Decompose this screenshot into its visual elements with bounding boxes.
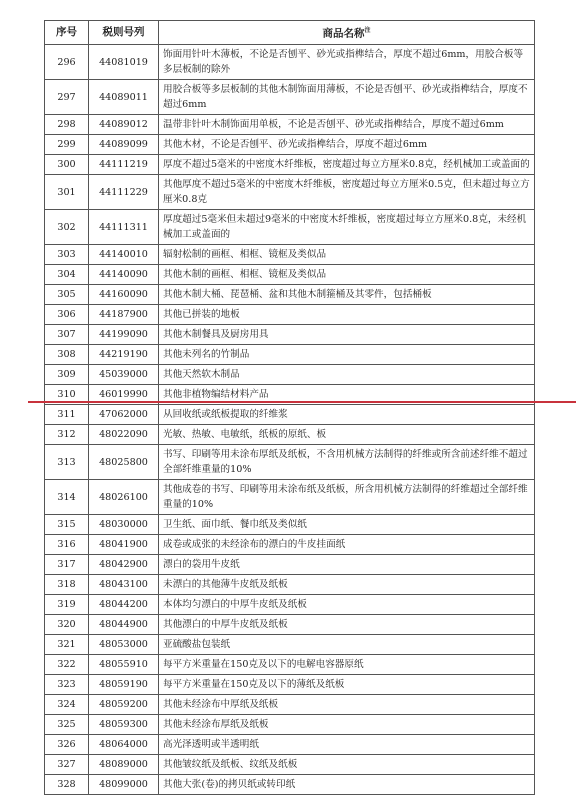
table-row — [45, 715, 535, 735]
cell-index: 328 — [45, 775, 89, 795]
cell-description: 亚硫酸盐包装纸 — [159, 635, 535, 655]
cell-description: 其他未经涂布厚纸及纸板 — [159, 715, 535, 735]
table-row — [45, 695, 535, 715]
cell-code: 48044900 — [89, 615, 159, 635]
cell-description: 其他未列名的竹制品 — [159, 345, 535, 365]
cell-code: 44219190 — [89, 345, 159, 365]
table-row — [45, 245, 535, 265]
cell-index: 322 — [45, 655, 89, 675]
cell-description: 其他天然软木制品 — [159, 365, 535, 385]
cell-description: 从回收纸或纸板提取的纤维浆 — [159, 405, 535, 425]
cell-code: 48055910 — [89, 655, 159, 675]
cell-description: 成卷或成张的未经涂布的漂白的牛皮挂面纸 — [159, 535, 535, 555]
cell-description: 卫生纸、面巾纸、餐巾纸及类似纸 — [159, 515, 535, 535]
cell-code: 44089011 — [89, 80, 159, 115]
cell-code: 48059190 — [89, 675, 159, 695]
cell-description: 其他木材，不论是否刨平、砂光或指榫结合，厚度不超过6mm — [159, 135, 535, 155]
table-row — [45, 480, 535, 515]
cell-index: 305 — [45, 285, 89, 305]
cell-code: 44111311 — [89, 210, 159, 245]
cell-index: 326 — [45, 735, 89, 755]
cell-index: 303 — [45, 245, 89, 265]
cell-index: 316 — [45, 535, 89, 555]
cell-code: 44089099 — [89, 135, 159, 155]
cell-index: 306 — [45, 305, 89, 325]
header-index: 序号 — [45, 21, 89, 45]
table-row — [45, 755, 535, 775]
cell-description: 每平方米重量在150克及以下的电解电容器原纸 — [159, 655, 535, 675]
cell-code: 47062000 — [89, 405, 159, 425]
table-row — [45, 80, 535, 115]
table-row — [45, 405, 535, 425]
cell-index: 308 — [45, 345, 89, 365]
table-header-row — [45, 21, 535, 45]
cell-code: 44111229 — [89, 175, 159, 210]
cell-index: 323 — [45, 675, 89, 695]
cell-description: 其他厚度不超过5毫米的中密度木纤维板，密度超过每立方厘米0.5克，但未超过每立方厘米0.8克 — [159, 175, 535, 210]
table-row — [45, 425, 535, 445]
table-row — [45, 515, 535, 535]
cell-description: 其他漂白的中厚牛皮纸及纸板 — [159, 615, 535, 635]
cell-code: 48025800 — [89, 445, 159, 480]
cell-code: 48053000 — [89, 635, 159, 655]
table-row — [45, 345, 535, 365]
cell-description: 高光泽透明或半透明纸 — [159, 735, 535, 755]
cell-index: 325 — [45, 715, 89, 735]
cell-index: 296 — [45, 45, 89, 80]
cell-index: 297 — [45, 80, 89, 115]
header-description — [159, 21, 535, 45]
cell-description: 用胶合板等多层板制的其他木制饰面用薄板，不论是否刨平、砂光或指榫结合，厚度不超过6mm — [159, 80, 535, 115]
cell-code: 48043100 — [89, 575, 159, 595]
cell-index: 321 — [45, 635, 89, 655]
cell-code: 45039000 — [89, 365, 159, 385]
table-row — [45, 45, 535, 80]
cell-index: 324 — [45, 695, 89, 715]
cell-description: 书写、印刷等用未涂布厚纸及纸板，不含用机械方法制得的纤维或所含前述纤维不超过全部纤维重量的10% — [159, 445, 535, 480]
cell-code: 48026100 — [89, 480, 159, 515]
cell-code: 46019990 — [89, 385, 159, 405]
cell-code: 44199090 — [89, 325, 159, 345]
table-row — [45, 305, 535, 325]
cell-description: 饰面用针叶木薄板，不论是否刨平、砂光或指榫结合，厚度不超过6mm，用胶合板等多层板制的除外 — [159, 45, 535, 80]
cell-index: 309 — [45, 365, 89, 385]
table-row — [45, 655, 535, 675]
cell-code: 44111219 — [89, 155, 159, 175]
cell-code: 48022090 — [89, 425, 159, 445]
table-row — [45, 555, 535, 575]
table-row — [45, 265, 535, 285]
cell-code: 48041900 — [89, 535, 159, 555]
red-divider-line — [28, 401, 576, 403]
table-row — [45, 175, 535, 210]
cell-description: 其他成卷的书写、印刷等用未涂布纸及纸板，所含用机械方法制得的纤维超过全部纤维重量的10% — [159, 480, 535, 515]
header-note-mark: 注 — [364, 27, 371, 35]
cell-description: 其他皱纹纸及纸板、纹纸及纸板 — [159, 755, 535, 775]
cell-index: 318 — [45, 575, 89, 595]
header-description-label: 商品名称 — [322, 27, 365, 40]
cell-index: 314 — [45, 480, 89, 515]
cell-description: 辐射松制的画框、相框、镜框及类似品 — [159, 245, 535, 265]
cell-index: 298 — [45, 115, 89, 135]
cell-index: 315 — [45, 515, 89, 535]
cell-code: 48042900 — [89, 555, 159, 575]
cell-index: 319 — [45, 595, 89, 615]
table-row — [45, 735, 535, 755]
cell-code: 48089000 — [89, 755, 159, 775]
cell-index: 307 — [45, 325, 89, 345]
cell-code: 44089012 — [89, 115, 159, 135]
cell-description: 其他已拼装的地板 — [159, 305, 535, 325]
cell-index: 301 — [45, 175, 89, 210]
table-row — [45, 325, 535, 345]
cell-code: 48044200 — [89, 595, 159, 615]
cell-index: 312 — [45, 425, 89, 445]
cell-code: 44140010 — [89, 245, 159, 265]
cell-description: 光敏、热敏、电敏纸，纸板的原纸、板 — [159, 425, 535, 445]
table-row — [45, 445, 535, 480]
cell-index: 310 — [45, 385, 89, 405]
table-row — [45, 615, 535, 635]
cell-code: 48059300 — [89, 715, 159, 735]
table-row — [45, 635, 535, 655]
cell-description: 厚度超过5毫米但未超过9毫米的中密度木纤维板，密度超过每立方厘米0.8克，未经机械加工或盖面的 — [159, 210, 535, 245]
table-row — [45, 135, 535, 155]
table-row — [45, 575, 535, 595]
cell-code: 44081019 — [89, 45, 159, 80]
table-row — [45, 365, 535, 385]
tariff-table-container — [44, 20, 534, 795]
table-row — [45, 155, 535, 175]
cell-description: 其他木制的画框、相框、镜框及类似品 — [159, 265, 535, 285]
cell-description: 未漂白的其他薄牛皮纸及纸板 — [159, 575, 535, 595]
cell-description: 其他非植物编结材料产品 — [159, 385, 535, 405]
cell-code: 44160090 — [89, 285, 159, 305]
cell-index: 300 — [45, 155, 89, 175]
cell-description: 厚度不超过5毫米的中密度木纤维板，密度超过每立方厘米0.8克，经机械加工或盖面的 — [159, 155, 535, 175]
cell-code: 48064000 — [89, 735, 159, 755]
cell-index: 299 — [45, 135, 89, 155]
cell-index: 327 — [45, 755, 89, 775]
tariff-table — [44, 20, 535, 795]
header-code: 税则号列 — [89, 21, 159, 45]
cell-description: 每平方米重量在150克及以下的薄纸及纸板 — [159, 675, 535, 695]
cell-code: 44140090 — [89, 265, 159, 285]
table-row — [45, 285, 535, 305]
table-body — [45, 45, 535, 795]
cell-description: 温带非针叶木制饰面用单板，不论是否刨平、砂光或指榫结合，厚度不超过6mm — [159, 115, 535, 135]
table-row — [45, 675, 535, 695]
cell-code: 48059200 — [89, 695, 159, 715]
cell-description: 本体均匀漂白的中厚牛皮纸及纸板 — [159, 595, 535, 615]
cell-index: 313 — [45, 445, 89, 480]
cell-index: 320 — [45, 615, 89, 635]
cell-description: 其他木制大桶、琵琶桶、盆和其他木制箍桶及其零件，包括桶板 — [159, 285, 535, 305]
cell-description: 漂白的袋用牛皮纸 — [159, 555, 535, 575]
cell-description: 其他大张(卷)的拷贝纸或转印纸 — [159, 775, 535, 795]
cell-index: 302 — [45, 210, 89, 245]
cell-index: 317 — [45, 555, 89, 575]
table-row — [45, 210, 535, 245]
cell-code: 44187900 — [89, 305, 159, 325]
cell-description: 其他未经涂布中厚纸及纸板 — [159, 695, 535, 715]
table-row — [45, 115, 535, 135]
table-row — [45, 595, 535, 615]
cell-index: 304 — [45, 265, 89, 285]
table-row — [45, 535, 535, 555]
cell-description: 其他木制餐具及厨房用具 — [159, 325, 535, 345]
cell-index: 311 — [45, 405, 89, 425]
cell-code: 48030000 — [89, 515, 159, 535]
cell-code: 48099000 — [89, 775, 159, 795]
